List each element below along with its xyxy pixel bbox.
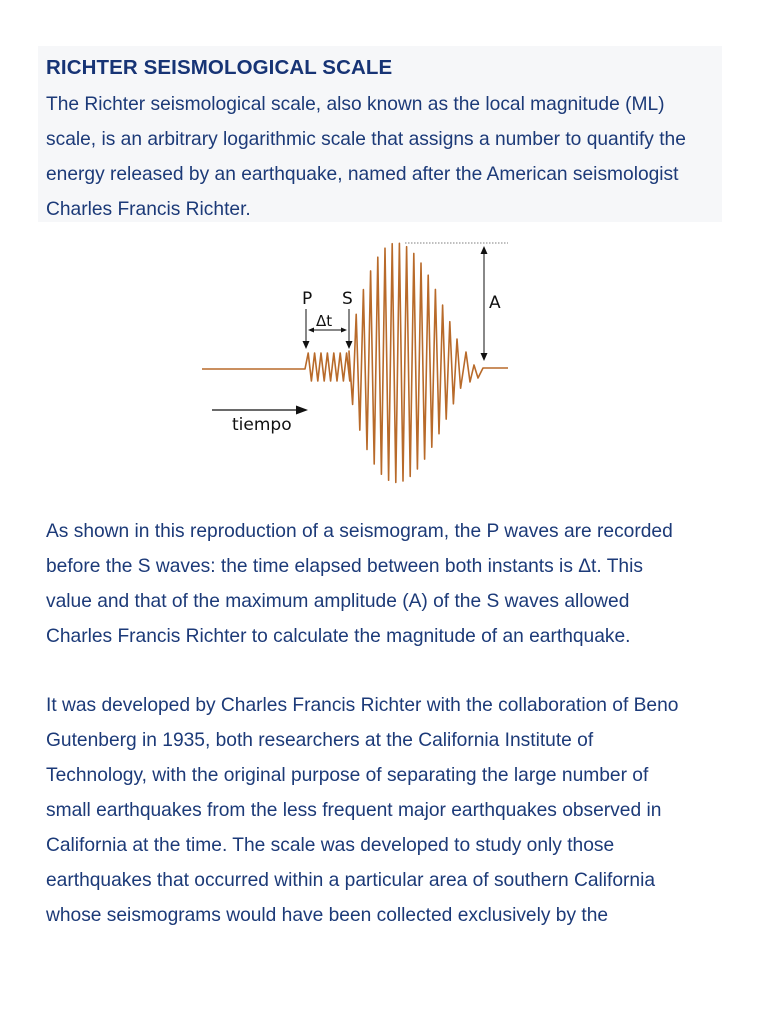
text-line: energy released by an earthquake, named after the American seismologist [46,164,679,185]
seismogram-figure [195,235,515,490]
text-line: before the S waves: the time elapsed between both instants is Δt. This [46,556,643,577]
amplitude-label: A [489,293,501,313]
text-line: Technology, with the original purpose of separating the large number of [46,765,649,786]
text-line: value and that of the maximum amplitude (A) of the S waves allowed [46,591,630,612]
time-arrow-head [296,406,308,415]
text-line: Charles Francis Richter. [46,199,251,220]
delta-t-arrow-right [341,328,347,333]
text-line: The Richter seismological scale, also known as the local magnitude (ML) [46,94,665,115]
amplitude-arrow-head-top [481,246,488,254]
intro-paragraph [46,87,722,227]
text-line: Gutenberg in 1935, both researchers at the California Institute of [46,730,594,751]
history-paragraph [46,688,722,933]
delta-t-arrow-left [308,328,314,333]
p-marker-arrow [303,341,310,349]
s-marker-arrow [346,341,353,349]
text-line: scale, is an arbitrary logarithmic scale that assigns a number to quantify the [46,129,686,150]
s-wave-label: S [342,289,353,309]
text-line: whose seismograms would have been collected exclusively by the [46,905,609,926]
page-title: RICHTER SEISMOLOGICAL SCALE [46,56,393,79]
text-line: California at the time. The scale was developed to study only those [46,835,615,856]
seismogram-wave [202,243,508,482]
amplitude-arrow-head-bottom [481,353,488,361]
text-line: Charles Francis Richter to calculate the magnitude of an earthquake. [46,626,631,647]
time-label: tiempo [232,415,292,435]
text-line: earthquakes that occurred within a particular area of southern California [46,870,656,891]
delta-t-label: Δt [316,312,333,330]
explanation-paragraph [46,514,722,654]
text-line: As shown in this reproduction of a seismogram, the P waves are recorded [46,521,673,542]
text-line: small earthquakes from the less frequent major earthquakes observed in [46,800,662,821]
text-line: It was developed by Charles Francis Richter with the collaboration of Beno [46,695,679,716]
p-wave-label: P [302,289,313,309]
